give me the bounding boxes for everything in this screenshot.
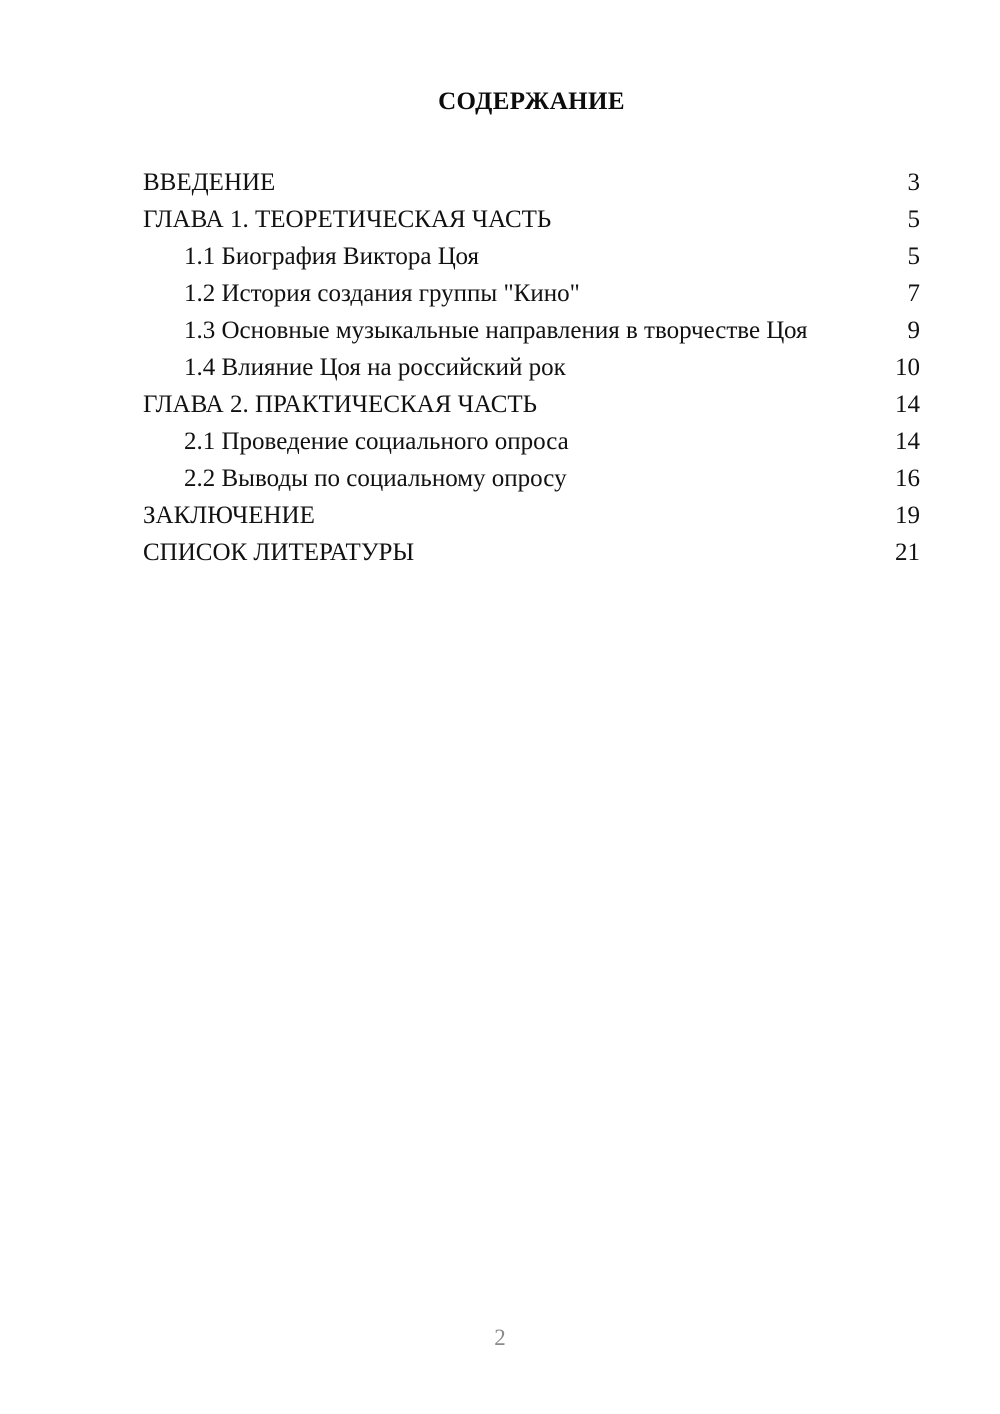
toc-entry[interactable] — [143, 460, 920, 497]
toc-entry[interactable] — [143, 312, 920, 349]
toc-entry-page-number: 5 — [907, 242, 920, 270]
toc-entry-label: ВВЕДЕНИЕ — [143, 168, 276, 196]
toc-entry-label: 1.1 Биография Виктора Цоя — [184, 242, 479, 270]
toc-entry-label: ГЛАВА 2. ПРАКТИЧЕСКАЯ ЧАСТЬ — [143, 390, 538, 418]
toc-entry[interactable] — [143, 201, 920, 238]
toc-entry[interactable] — [143, 497, 920, 534]
toc-entry-label: СПИСОК ЛИТЕРАТУРЫ — [143, 538, 415, 566]
toc-entry-label: 1.2 История создания группы "Кино" — [184, 279, 580, 307]
toc-entry-page-number: 14 — [895, 390, 920, 418]
toc-entry-page-number: 14 — [895, 427, 920, 455]
toc-entry-label: 1.4 Влияние Цоя на российский рок — [184, 353, 566, 381]
toc-entry-page-number: 16 — [895, 464, 920, 492]
page-content — [143, 0, 920, 571]
toc-entry-page-number: 5 — [907, 205, 920, 233]
toc-entry[interactable] — [143, 386, 920, 423]
toc-entry-label: ЗАКЛЮЧЕНИЕ — [143, 501, 315, 529]
toc-entry[interactable] — [143, 349, 920, 386]
toc-entry-page-number: 10 — [895, 353, 920, 381]
toc-entry-page-number: 21 — [895, 538, 920, 566]
toc-entry-label: 2.1 Проведение социального опроса — [184, 427, 569, 455]
toc-entry[interactable] — [143, 275, 920, 312]
table-of-contents — [143, 164, 920, 571]
toc-entry-page-number: 7 — [907, 279, 920, 307]
toc-entry[interactable] — [143, 534, 920, 571]
toc-entry[interactable] — [143, 164, 920, 201]
page-title: СОДЕРЖАНИЕ — [438, 88, 625, 115]
toc-entry-page-number: 19 — [895, 501, 920, 529]
toc-entry-page-number: 3 — [907, 168, 920, 196]
toc-entry-label: ГЛАВА 1. ТЕОРЕТИЧЕСКАЯ ЧАСТЬ — [143, 205, 552, 233]
toc-entry[interactable] — [143, 423, 920, 460]
toc-entry-page-number: 9 — [907, 316, 920, 344]
toc-entry[interactable] — [143, 238, 920, 275]
page-number-footer: 2 — [494, 1325, 506, 1350]
toc-entry-label: 1.3 Основные музыкальные направления в творчестве Цоя — [184, 316, 808, 344]
toc-entry-label: 2.2 Выводы по социальному опросу — [184, 464, 567, 492]
